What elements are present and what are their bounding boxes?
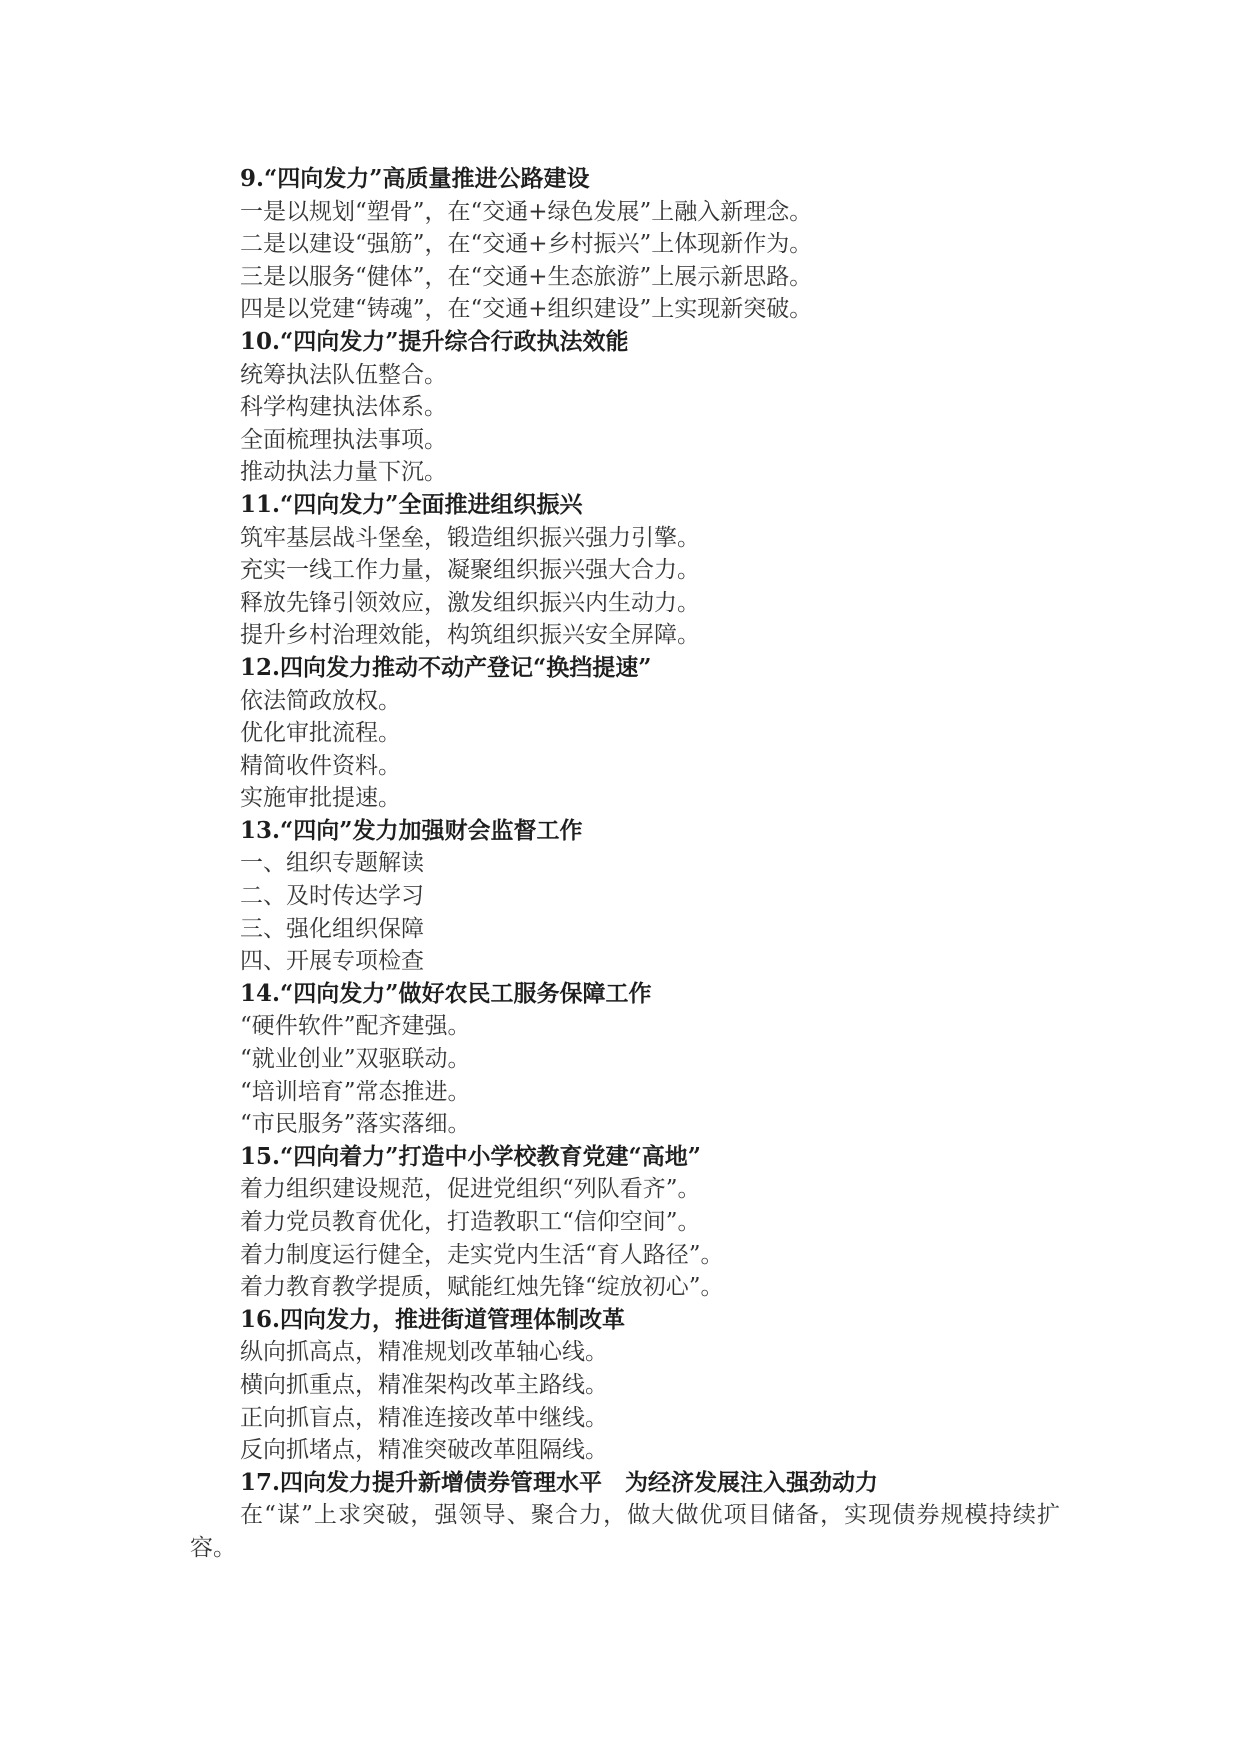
list-item: 二、及时传达学习 <box>240 883 424 910</box>
list-item: 全面梳理执法事项。 <box>240 426 447 453</box>
list-item: 一、组织专题解读 <box>240 850 424 877</box>
section-heading: 11.“四向发力”全面推进组织振兴 <box>240 490 583 518</box>
section-heading: 14.“四向发力”做好农民工服务保障工作 <box>240 979 652 1007</box>
section-heading: 10.“四向发力”提升综合行政执法效能 <box>240 327 629 355</box>
section-10 <box>190 326 1060 489</box>
list-item: 横向抓重点，精准架构改革主路线。 <box>240 1371 608 1398</box>
section-13 <box>190 815 1060 978</box>
list-item: 着力制度运行健全，走实党内生活“育人路径”。 <box>240 1241 724 1268</box>
section-heading: 17.四向发力提升新增债券管理水平 为经济发展注入强劲动力 <box>240 1468 879 1496</box>
section-12 <box>190 652 1060 815</box>
list-item: 着力党员教育优化，打造教职工“信仰空间”。 <box>240 1209 701 1235</box>
list-item: 三是以服务“健体”，在“交通+生态旅游”上展示新思路。 <box>240 263 813 290</box>
list-item: 反向抓堵点，精准突破改革阻隔线。 <box>240 1437 608 1464</box>
list-item: 四、开展专项检查 <box>240 948 424 975</box>
section-11 <box>190 489 1060 652</box>
section-14 <box>190 978 1060 1141</box>
document-body <box>190 163 1060 1565</box>
list-item: “市民服务”落实落细。 <box>240 1111 471 1138</box>
list-item: 纵向抓高点，精准规划改革轴心线。 <box>240 1339 608 1366</box>
list-item: 着力组织建设规范，促进党组织“列队看齐”。 <box>240 1176 701 1203</box>
section-15 <box>190 1141 1060 1304</box>
section-heading: 12.四向发力推动不动产登记“换挡提速” <box>240 653 652 681</box>
list-item: 三、强化组织保障 <box>240 915 424 942</box>
list-item: 推动执法力量下沉。 <box>240 459 447 486</box>
section-9 <box>190 163 1060 326</box>
list-item: 精简收件资料。 <box>240 752 401 779</box>
section-heading: 13.“四向”发力加强财会监督工作 <box>240 816 583 844</box>
list-item: “培训培育”常态推进。 <box>240 1078 471 1105</box>
list-item: 正向抓盲点，精准连接改革中继线。 <box>240 1404 608 1431</box>
section-heading: 16.四向发力，推进街道管理体制改革 <box>240 1305 626 1333</box>
section-17 <box>190 1467 1060 1565</box>
list-item: “就业创业”双驱联动。 <box>240 1046 471 1073</box>
list-item: 着力教育教学提质，赋能红烛先锋“绽放初心”。 <box>240 1274 724 1301</box>
list-item: 一是以规划“塑骨”，在“交通+绿色发展”上融入新理念。 <box>240 198 813 225</box>
section-heading: 15.“四向着力”打造中小学校教育党建“高地” <box>240 1142 701 1170</box>
section-paragraph: 在“谋”上求突破，强领导、聚合力，做大做优项目储备，实现债券规模持续扩容。 <box>190 1502 1060 1561</box>
list-item: 依法简政放权。 <box>240 687 401 714</box>
list-item: 二是以建设“强筋”，在“交通+乡村振兴”上体现新作为。 <box>240 231 813 258</box>
list-item: 科学构建执法体系。 <box>240 394 447 421</box>
section-16 <box>190 1304 1060 1467</box>
list-item: 实施审批提速。 <box>240 785 401 812</box>
list-item: “硬件软件”配齐建强。 <box>240 1013 471 1040</box>
section-heading: 9.“四向发力”高质量推进公路建设 <box>240 165 590 192</box>
list-item: 释放先锋引领效应，激发组织振兴内生动力。 <box>240 589 700 616</box>
list-item: 充实一线工作力量，凝聚组织振兴强大合力。 <box>240 557 700 584</box>
list-item: 四是以党建“铸魂”，在“交通+组织建设”上实现新突破。 <box>240 296 813 323</box>
list-item: 优化审批流程。 <box>240 720 401 747</box>
list-item: 筑牢基层战斗堡垒，锻造组织振兴强力引擎。 <box>240 524 700 551</box>
list-item: 提升乡村治理效能，构筑组织振兴安全屏障。 <box>240 622 700 649</box>
list-item: 统筹执法队伍整合。 <box>240 361 447 388</box>
